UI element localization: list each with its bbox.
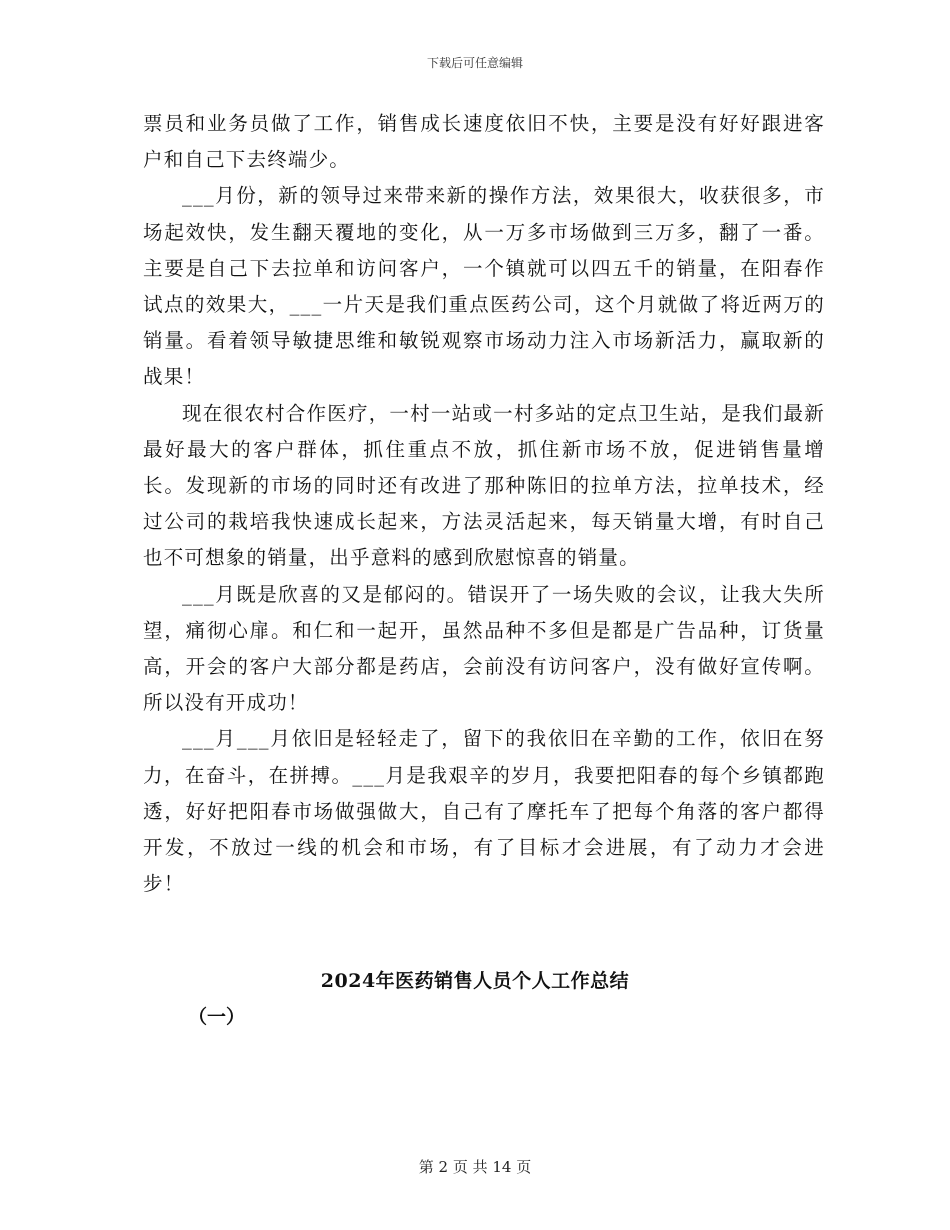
section-subtitle: （一） [188,1006,246,1028]
paragraph: 现在很农村合作医疗，一村一站或一村多站的定点卫生站，是我们最新最好最大的客户群体，抓住重点不放，抓住新市场不放，促进销售量增长。发现新的市场的同时还有改进了那种陈旧的拉单方法，拉单技术，经过公司的栽培我快速成长起来，方法灵活起来，每天销量大增，有时自己也不可想象的销量，出乎意料的感到欣慰惊喜的销量。 [143,401,825,570]
document-body [143,106,825,902]
paragraph-continued: 票员和业务员做了工作，销售成长速度依旧不快，主要是没有好好跟进客户和自己下去终端少。 [143,112,825,172]
paragraph: ___月份，新的领导过来带来新的操作方法，效果很大，收获很多，市场起效快，发生翻天覆地的变化，从一万多市场做到三万多，翻了一番。主要是自己下去拉单和访问客户，一个镇就可以四五千的销量，在阳春作试点的效果大，___一片天是我们重点医药公司，这个月就做了将近两万的销量。看着领导敏捷思维和敏锐观察市场动力注入市场新活力，赢取新的战果！ [143,184,825,389]
paragraph: ___月___月依旧是轻轻走了，留下的我依旧在辛勤的工作，依旧在努力，在奋斗，在拼搏。___月是我艰辛的岁月，我要把阳春的每个乡镇都跑透，好好把阳春市场做强做大，自己有了摩托车了把每个角落的客户都得开发，不放过一线的机会和市场，有了目标才会进展，有了动力才会进步！ [143,727,825,896]
page-footer: 第 2 页 共 14 页 [418,1158,532,1176]
section-title: 2024年医药销售人员个人工作总结 [320,970,630,992]
paragraph: ___月既是欣喜的又是郁闷的。错误开了一场失败的会议，让我大失所望，痛彻心扉。和仁和一起开，虽然品种不多但是都是广告品种，订货量高，开会的客户大部分都是药店，会前没有访问客户，没有做好宣传啊。所以没有开成功！ [143,582,825,715]
page-header: 下载后可任意编辑 [426,56,523,70]
